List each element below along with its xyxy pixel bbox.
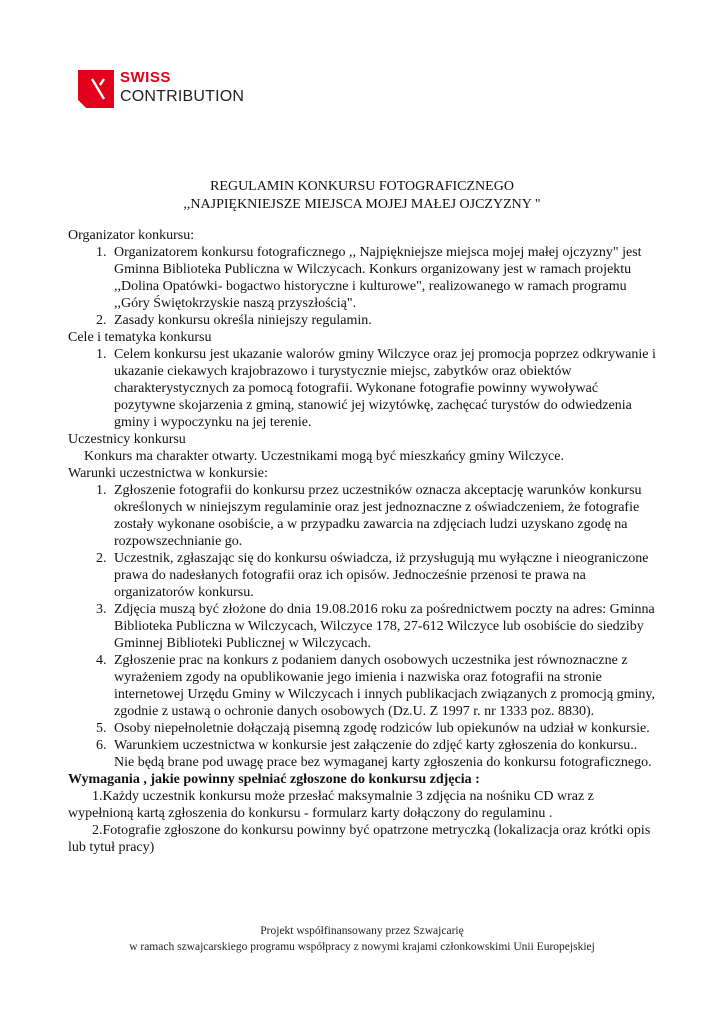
list-item: 5. Osoby niepełnoletnie dołączają pisemną zgodę rodziców lub opiekunów na udział w konkursie. — [110, 720, 660, 737]
goals-heading: Cele i tematyka konkursu — [68, 330, 212, 345]
list-item: 1. Organizatorem konkursu fotograficznego ,, Najpiękniejsze miejsca mojej małej ojczyzny" jest Gminna Biblioteka Publiczna w Wilczycach. Konkurs organizowany jest w ramach projektu ,,Dolina Opatówki- bogactwo historyczne i kulturowe", realizowanego w ramach programu ,,Góry Świętokrzyskie naszą przyszłością". — [110, 244, 660, 312]
document-title: REGULAMIN KONKURSU FOTOGRAFICZNEGO — [210, 179, 514, 194]
requirements-paragraph: 1.Każdy uczestnik konkursu może przesłać maksymalnie 3 zdjęcia na nośniku CD wraz z wypełnioną kartą zgłoszenia do konkursu - formularz karty dołączony do regulaminu . — [68, 789, 594, 821]
list-item: 2. Uczestnik, zgłaszając się do konkursu oświadcza, iż przysługują mu wyłączne i nieograniczone prawa do nadesłanych fotografii oraz ich opisów. Jednocześnie przenosi te prawa na organizatorów konkursu. — [110, 550, 660, 601]
logo-text-contribution: CONTRIBUTION — [120, 88, 245, 105]
participants-heading: Uczestnicy konkursu — [68, 432, 186, 447]
requirements-heading: Wymagania , jakie powinny spełniać zgłoszone do konkursu zdjęcia : — [68, 772, 480, 787]
footer-line: Projekt współfinansowany przez Szwajcarię — [260, 925, 464, 937]
requirements-paragraph: 2.Fotografie zgłoszone do konkursu powinny być opatrzone metryczką (lokalizacja oraz krótki opis lub tytuł pracy) — [68, 823, 651, 855]
list-item: 2. Zasady konkursu określa niniejszy regulamin. — [110, 312, 660, 329]
list-item: 1. Celem konkursu jest ukazanie walorów gminy Wilczyce oraz jej promocja poprzez odkrywanie i ukazanie ciekawych krajobrazowo i turystycznie miejsc, zabytków oraz obiektów charakterystycznych za pomocą fotografii. Wykonane fotografie powinny wywoływać pozytywne skojarzenia z gminą, stanowić jej wizytówkę, zachęcać turystów do odwiedzenia gminy i wypoczynku na jej terenie. — [110, 346, 660, 431]
list-item: 3. Zdjęcia muszą być złożone do dnia 19.08.2016 roku za pośrednictwem poczty na adres: Gminna Biblioteka Publiczna w Wilczycach, Wilczyce 178, 27-612 Wilczyce lub osobiście do siedziby Gminnej Biblioteki Publicznej w Wilczycach. — [110, 601, 660, 652]
regulations-body — [68, 227, 660, 856]
list-item: 6. Warunkiem uczestnictwa w konkursie jest załączenie do zdjęć karty zgłoszenia do konkursu.. Nie będą brane pod uwagę prace bez wymaganej karty zgłoszenia do konkursu fotograficznego. — [110, 737, 660, 771]
list-item: 1. Zgłoszenie fotografii do konkursu przez uczestników oznacza akceptację warunków konkursu określonych w niniejszym regulaminie oraz jest jednoznaczne z oświadczeniem, że fotografie zostały wykonane osobiście, a w przypadku zawarcia na zdjęciach ludzi uzyskano zgodę na rozpowszechnianie go. — [110, 482, 660, 550]
organizer-list — [68, 244, 660, 329]
logo-text-swiss: SWISS — [120, 69, 171, 86]
swiss-flag-icon — [78, 70, 114, 108]
conditions-heading: Warunki uczestnictwa w konkursie: — [68, 466, 268, 481]
conditions-list — [68, 482, 660, 771]
footer-line: w ramach szwajcarskiego programu współpracy z nowymi krajami członkowskimi Unii Europejskiej — [129, 941, 595, 953]
goals-list — [68, 346, 660, 431]
list-item: 4. Zgłoszenie prac na konkurs z podaniem danych osobowych uczestnika jest równoznaczne z wyrażeniem zgody na opublikowanie jego imienia i nazwiska oraz fotografii na stronie internetowej Urzędu Gminy w Wilczycach i innych publikacjach związanych z promocją gminy, zgodnie z ustawą o ochronie danych osobowych (Dz.U. Z 1997 r. nr 1333 poz. 8830). — [110, 652, 660, 720]
document-subtitle: ,,NAJPIĘKNIEJSZE MIEJSCA MOJEJ MAŁEJ OJCZYZNY " — [183, 197, 541, 212]
organizer-heading: Organizator konkursu: — [68, 228, 195, 243]
participants-text: Konkurs ma charakter otwarty. Uczestnikami mogą być mieszkańcy gminy Wilczyce. — [84, 449, 564, 464]
